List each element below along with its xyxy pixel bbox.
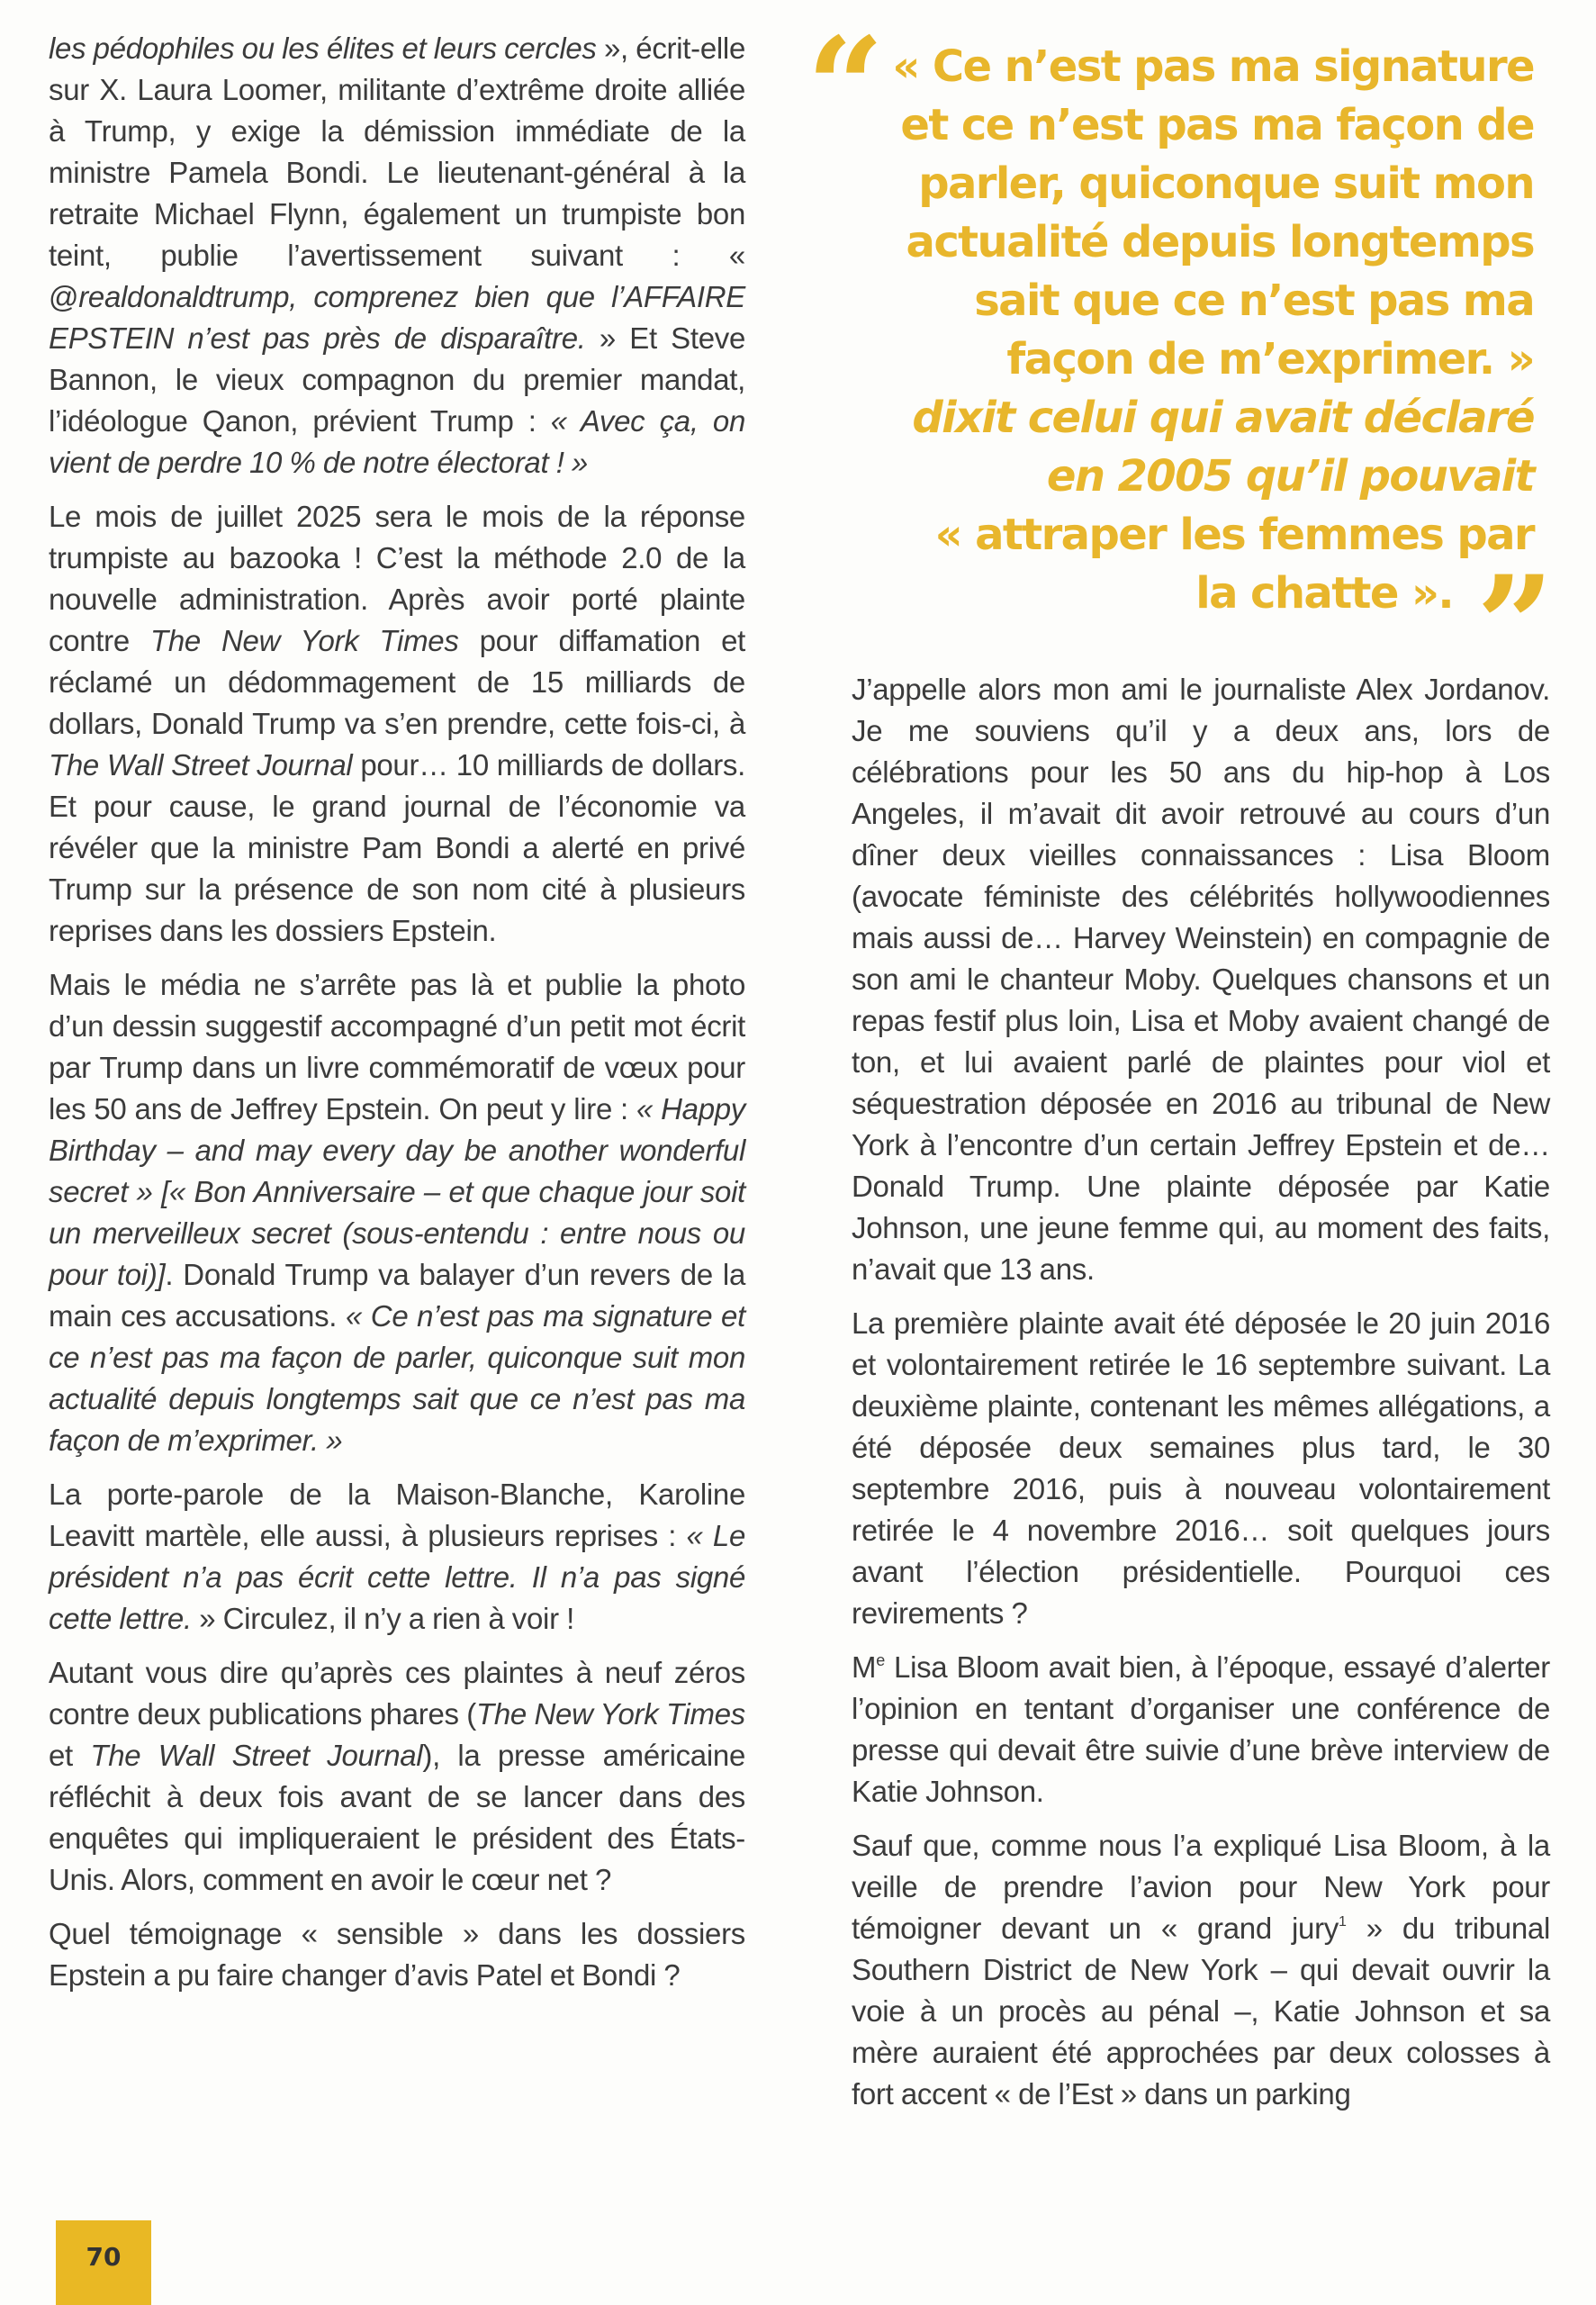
italic-quote: « Avec ça, on vient de perdre 10 % de notre électorat ! » (49, 404, 745, 479)
paragraph (852, 1825, 1550, 2115)
text: pour diffamation et réclamé un dédommagement de 15 milliards de dollars, Donald Trump va s’en prendre, cette fois-ci, à (49, 624, 746, 740)
page-number-box (56, 2220, 151, 2305)
paragraph: Quel témoignage « sensible » dans les dossiers Epstein a pu faire changer d’avis Patel et Bondi ? (49, 1917, 745, 1992)
pull-quote-line: actualité depuis longtemps (906, 217, 1534, 267)
text: », écrit-elle sur X. Laura Loomer, militante d’extrême droite alliée à Trump, y exige la démission immédiate de la ministre Pamela Bondi. Le lieutenant-général à la retraite Michael Flynn, également un trumpiste bon teint, publie l’avertissement suivant : « @ (49, 32, 745, 313)
italic-quote: realdonaldtrump, comprenez bien que l’AFFAIRE EPSTEIN n’est pas près de disparaître. (49, 280, 745, 355)
paragraph (49, 964, 745, 1461)
text: et (49, 1739, 91, 1772)
italic-quote: les pédophiles ou les élites et leurs cercles (49, 32, 597, 65)
paragraph (49, 1474, 745, 1640)
pull-quote-line: parler, quiconque suit mon (918, 158, 1534, 209)
page-number: 70 (86, 2241, 122, 2272)
text: M (852, 1650, 877, 1684)
paragraph (852, 1647, 1550, 1812)
publication-title: The New York Times (149, 624, 459, 657)
pull-quote (882, 38, 1534, 623)
italic-quote: « Le président n’a pas écrit cette lettre. Il n’a pas signé cette lettre. (49, 1519, 745, 1635)
text: Mais le média ne s’arrête pas là et publie la photo d’un dessin suggestif accompagné d’un petit mot écrit par Trump dans un livre commémoratif de vœux pour les 50 ans de Jeffrey Epstein. On peut y lire : (49, 968, 745, 1125)
text: Autant vous dire qu’après ces plaintes à neuf zéros contre deux publications phares ( (49, 1656, 745, 1731)
close-quote-icon: ” (1476, 547, 1555, 705)
paragraph (49, 496, 745, 952)
text: » du tribunal Southern District de New York – qui devait ouvrir la voie à un procès au pénal –, Katie Johnson et sa mère auraient été approchées par deux colosses à fort accent « de l’Est » dans un parking (852, 1912, 1550, 2111)
pull-quote-line: façon de m’exprimer. » (1006, 334, 1534, 384)
text: pour… 10 milliards de dollars. Et pour cause, le grand journal de l’économie va révéler que la ministre Pam Bondi a alerté en privé Trump sur la présence de son nom cité à plusieurs reprises dans les dossiers Epstein. (49, 748, 745, 947)
open-quote-icon: “ (807, 8, 885, 167)
text: Sauf que, comme nous l’a expliqué Lisa Bloom, à la veille de prendre l’avion pour New York pour témoigner devant un « grand jury (852, 1829, 1550, 1945)
pull-quote-line: la chatte ». (1195, 568, 1453, 619)
publication-title: The New York Times (475, 1697, 745, 1731)
text: » Circulez, il n’y a rien à voir ! (191, 1602, 575, 1635)
pull-quote-attribution: dixit celui qui avait déclaré (912, 393, 1534, 443)
pull-quote-line: « attraper les femmes par (934, 510, 1534, 560)
footnote-marker[interactable]: 1 (1339, 1914, 1347, 1930)
text: » Et Steve Bannon, le vieux compagnon du premier mandat, l’idéologue Qanon, prévient Trump : (49, 321, 745, 438)
pull-quote-line: sait que ce n’est pas ma (974, 276, 1534, 326)
left-column (49, 28, 745, 2009)
right-column (852, 669, 1550, 2128)
pull-quote-attribution: en 2005 qu’il pouvait (1046, 451, 1534, 502)
paragraph (49, 28, 745, 484)
publication-title: The Wall Street Journal (49, 748, 353, 782)
paragraph: La première plainte avait été déposée le 20 juin 2016 et volontairement retirée le 16 septembre suivant. La deuxième plainte, contenant les mêmes allégations, a été déposée deux semaines plus tard, le 30 septembre 2016, puis à nouveau volontairement retirée le 4 novembre 2016… soit quelques jours avant l’élection présidentielle. Pourquoi ces revirements ? (852, 1306, 1550, 1630)
text: . Donald Trump va balayer d’un revers de la main ces accusations. (49, 1258, 746, 1333)
superscript: e (876, 1651, 885, 1669)
paragraph: J’appelle alors mon ami le journaliste Alex Jordanov. Je me souviens qu’il y a deux ans, lors de célébrations pour les 50 ans du hip-hop à Los Angeles, il m’avait dit avoir retrouvé au cours d’un dîner deux vieilles connaissances : Lisa Bloom (avocate féministe des célébrités hollywoodiennes mais aussi de… Harvey Weinstein) en compagnie de son ami le chanteur Moby. Quelques chansons et un repas festif plus loin, Lisa et Moby avaient changé de ton, et lui avaient parlé de plaintes pour viol et séquestration déposée en 2016 au tribunal de New York à l’encontre d’un certain Jeffrey Epstein et de… Donald Trump. Une plainte déposée par Katie Johnson, une jeune femme qui, au moment des faits, n’avait que 13 ans. (852, 673, 1550, 1286)
text: La porte-parole de la Maison-Blanche, Karoline Leavitt martèle, elle aussi, à plusieurs reprises : (49, 1478, 745, 1552)
pull-quote-line: « Ce n’est pas ma signature (892, 41, 1534, 92)
text: ), la presse américaine réfléchit à deux fois avant de se lancer dans des enquêtes qui impliqueraient le président des États-Unis. Alors, comment en avoir le cœur net ? (49, 1739, 746, 1896)
italic-quote: « Happy Birthday – and may every day be another wonderful secret » [« Bon Anniversaire – et que chaque jour soit un merveilleux secret (sous-entendu : entre nous ou pour toi)] (49, 1092, 746, 1291)
paragraph (49, 1652, 745, 1901)
italic-quote: « Ce n’est pas ma signature et ce n’est pas ma façon de parler, quiconque suit mon actualité depuis longtemps sait que ce n’est pas ma façon de m’exprimer. » (49, 1299, 745, 1457)
publication-title: The Wall Street Journal (90, 1739, 423, 1772)
pull-quote-line: et ce n’est pas ma façon de (900, 100, 1534, 150)
text: Lisa Bloom avait bien, à l’époque, essayé d’alerter l’opinion en tentant d’organiser une conférence de presse qui devait être suivie d’une brève interview de Katie Johnson. (852, 1650, 1550, 1808)
text: Le mois de juillet 2025 sera le mois de la réponse trumpiste au bazooka ! C’est la méthode 2.0 de la nouvelle administration. Après avoir porté plainte contre (49, 500, 745, 657)
